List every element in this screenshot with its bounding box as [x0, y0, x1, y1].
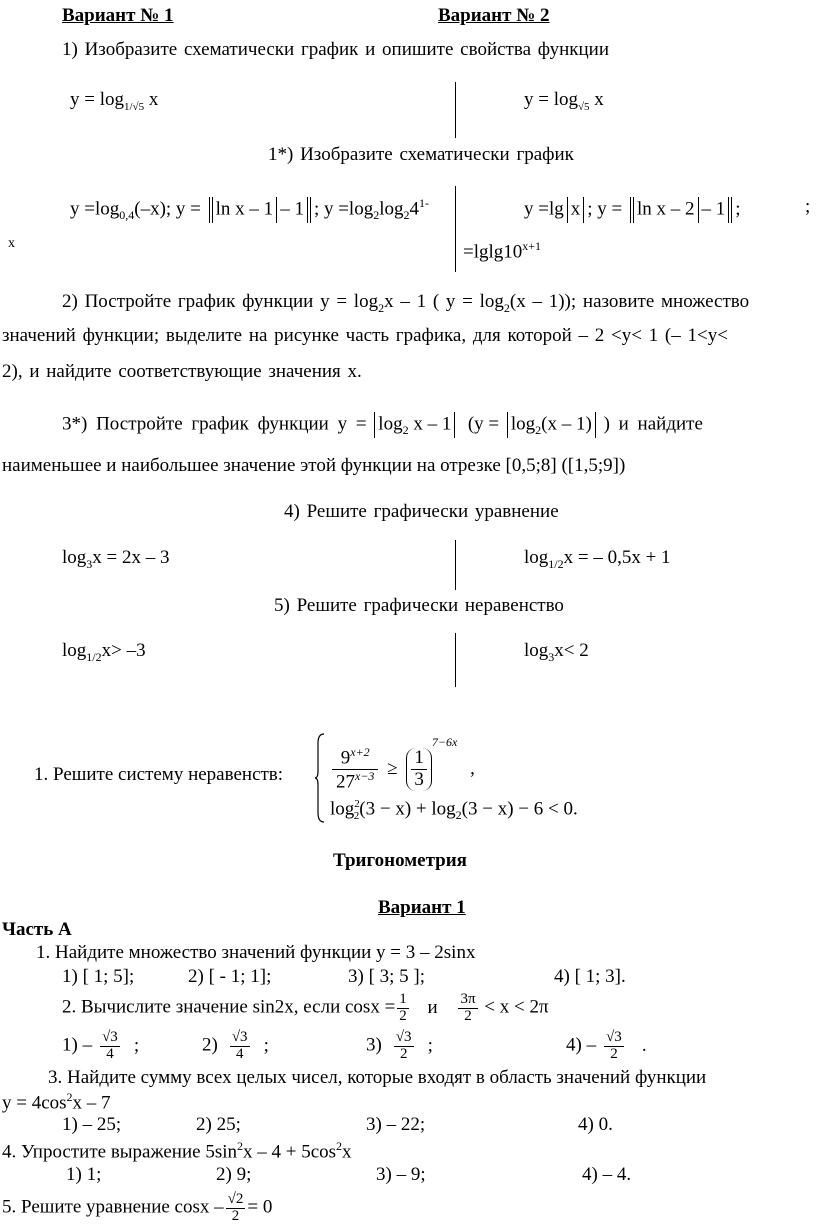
task5-right: $\log_3x< 2$ [524, 640, 589, 664]
trig-q1-answer: 2) [ - 1; 1]; [188, 966, 272, 987]
task2-line3: 2), и найдите соответствующие значения x. [2, 361, 362, 382]
divider-line [455, 633, 456, 687]
trig-q4-answer: 4) – 4. [582, 1164, 632, 1185]
system-brace [315, 733, 325, 823]
task2-line2: значений функции; выделите на рисунке часть графика, для которой – 2 <y< 1 (– 1<y< [2, 325, 728, 346]
task3-line2: наименьшее и наибольшее значение этой функции на отрезке [0,5;8] ([1,5;9]) [2, 455, 626, 476]
task1star-right: y =lg x ; y = ln x – 2 – 1 ; [524, 197, 741, 223]
trig-q3-line1: 3. Найдите сумму всех целых чисел, которые входят в область значений функции [48, 1067, 707, 1088]
trig-q1-answer: 1) [ 1; 5]; [62, 966, 135, 987]
task1-text: 1) Изобразите схематически график и опишите свойства функции [62, 39, 609, 60]
task1-right-formula: $y = \log_{√5} x$ [524, 89, 604, 113]
trig-q1-answer: 4) [ 1; 3]. [554, 966, 626, 987]
task1star-left-x: x [8, 236, 15, 251]
task4-left: $\log_3x = 2x - 3$ [62, 547, 170, 571]
trig-title: Тригонометрия [333, 850, 467, 871]
system-line2: $\log^2_2(3 - x) + \log_2(3 - x) - 6 < 0$. [330, 798, 578, 823]
divider-line [455, 540, 456, 590]
trig-q4: 4. Упростите выражение $5\sin^2x - 4 + 5\cos^2x$ [2, 1139, 352, 1163]
divider-line [455, 82, 456, 138]
task2-line1: 2) Постройте график функции $y = \log_2x - 1$ ( $y = \log_2(x - 1)$); назовите множество [62, 291, 750, 315]
task4-text: 4) Решите графически уравнение [284, 501, 559, 522]
trig-q1-answer: 3) [ 3; 5 ]; [348, 966, 426, 987]
trig-q3-answer: 4) 0. [578, 1114, 613, 1135]
trig-q2-answer: 4) – $\frac{√3}{2}$ . [566, 1029, 647, 1062]
task1star-text: 1*) Изобразите схематически график [268, 144, 574, 165]
trig-q4-answer: 3) – 9; [376, 1164, 426, 1185]
trig-q3-answer: 3) – 22; [366, 1114, 426, 1135]
trig-q2-answer: 3) $\frac{√3}{2}$ ; [366, 1029, 433, 1062]
trig-q2-answer: 1) – $\frac{√3}{4}$ ; [62, 1029, 140, 1062]
task5-text: 5) Решите графически неравенство [274, 595, 564, 616]
task4-right: $\log_{1/2}x$ = – 0,5x + 1 [524, 547, 671, 571]
trig-q3-answer: 1) – 25; [62, 1114, 122, 1135]
task1-left-formula: $y = \log_{1/√5} x$ [70, 89, 159, 113]
variant1-header: Вариант № 1 [62, 5, 174, 26]
trig-q2-answer: 2) $\frac{√3}{4}$ ; [202, 1029, 269, 1062]
trig-q4-answer: 2) 9; [216, 1164, 252, 1185]
trig-q3-answer: 2) 25; [196, 1114, 241, 1135]
trig-part: Часть А [2, 919, 72, 940]
task1star-right-tail: ; [805, 196, 811, 217]
trig-q3-line2: $y = 4\cos^2x - 7$ [2, 1090, 111, 1114]
task1star-right-line2: $=lglg10^{x+1}$ [463, 239, 542, 263]
task1star-left: $y =\log_{0,4}(-x)$; y = ln x – 1 – 1 ; $y =\log_2\log_24^{1-}$ [70, 196, 429, 223]
trig-q5: 5. Решите уравнение cosx – $\frac{√2}{2}$ = 0 [2, 1191, 273, 1224]
task5-left: $\log_{1/2}x> -3$ [62, 640, 146, 664]
trig-q1: 1. Найдите множество значений функции y = 3 – 2sinx [36, 942, 476, 963]
divider-line [455, 186, 456, 272]
task3-line1: 3*) Постройте график функции $y = \log_2 x - 1$ ($y = \log_2(x - 1)$ ) и найдите [62, 413, 703, 438]
system-label: 1. Решите систему неравенств: [34, 764, 284, 785]
trig-variant: Вариант 1 [378, 897, 466, 918]
trig-q2: 2. Вычислите значение sin2x, если cosx = $\frac{1}{2}$ и $\frac{3\pi}{2}$ < x < 2π [62, 991, 549, 1024]
trig-q4-answer: 1) 1; [66, 1164, 102, 1185]
system-line1: $\frac{9^{x+2}}{27^{x-3}}$ ≥ $\frac{1}{3}$ $^{7-6x}$ , [332, 736, 475, 793]
variant2-header: Вариант № 2 [438, 5, 550, 26]
